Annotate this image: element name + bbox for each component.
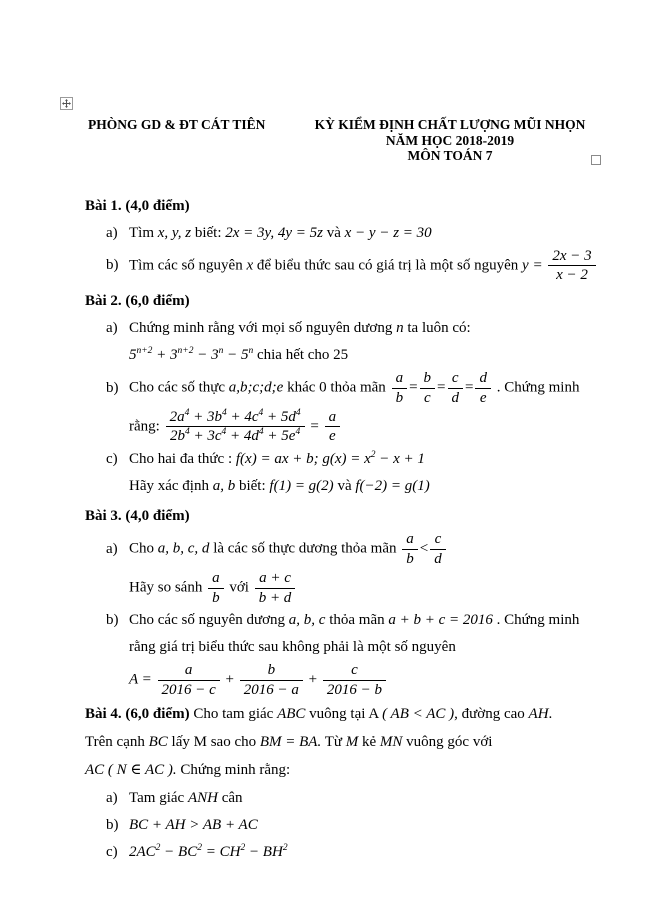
item-3b-line2: [85, 635, 642, 660]
fraction-denominator: x − 2: [556, 267, 588, 284]
subject-title: MÔN TOÁN 7: [407, 148, 493, 163]
fraction-denominator: b: [406, 551, 414, 568]
text-run: Cho các số thực: [129, 379, 229, 396]
text-run: Hãy so sánh: [129, 579, 207, 596]
math-base: + 4d: [226, 428, 259, 445]
math-base: + 3c: [189, 428, 222, 445]
text-run: cân: [217, 790, 243, 807]
item-2c-line2: [85, 474, 642, 499]
math-run: ANH: [187, 790, 218, 807]
math-run: BM = BA.: [259, 734, 322, 751]
text-run: Trên cạnh: [85, 734, 149, 751]
fraction-numerator: c: [448, 370, 464, 389]
math-exponent: 4: [185, 427, 190, 438]
math-exponent: 2: [197, 843, 202, 854]
text-run: Hãy xác định: [129, 478, 213, 495]
text-run: lấy M sao cho: [167, 734, 260, 751]
math-exponent: 4: [221, 407, 227, 418]
fraction-denominator: b: [395, 389, 404, 406]
item-2a: [85, 316, 642, 341]
equals-sign: =: [437, 379, 446, 396]
math-base: + 3: [152, 347, 178, 364]
section-4-paragraph-line3: [85, 758, 642, 783]
math-run: x, y, z: [157, 224, 192, 241]
math-run: a, b, c: [288, 612, 326, 629]
text-run: và: [333, 478, 356, 495]
item-label: c): [106, 844, 118, 861]
item-label: b): [106, 612, 119, 629]
math-run: a, b: [212, 478, 236, 495]
fraction: [238, 662, 305, 699]
math-base: − x + 1: [375, 451, 425, 468]
math-base: − BC: [160, 844, 198, 861]
math-run: 2x = 3y, 4y = 5z: [225, 224, 323, 241]
text-run: . Chứng minh: [492, 379, 580, 396]
text-run: chia hết cho 25: [253, 347, 349, 364]
document-header: [0, 0, 670, 164]
item-3b-formula: [85, 662, 642, 699]
math-base: + 5e: [263, 428, 296, 445]
section-1-heading: Bài 1. (4,0 điểm): [85, 197, 190, 214]
math-run: [236, 451, 425, 467]
item-label: b): [106, 257, 119, 274]
fraction-numerator: b: [240, 662, 303, 681]
math-run: y =: [522, 257, 547, 274]
math-run: f(−2) = g(1): [355, 478, 430, 495]
less-than-sign: <: [419, 541, 429, 558]
fraction-denominator: [166, 427, 305, 445]
math-base: = CH: [201, 844, 241, 861]
text-run: .: [548, 706, 553, 723]
text-run: ta luôn có:: [403, 320, 471, 337]
section-3-heading: Bài 3. (4,0 điểm): [85, 508, 190, 525]
fraction: [206, 570, 226, 607]
text-run: Tam giác: [129, 790, 188, 807]
text-run: Cho: [129, 541, 158, 558]
item-label: a): [106, 320, 118, 337]
math-exponent: n+2: [177, 346, 194, 357]
text-run: Tìm: [129, 224, 158, 241]
item-4c: [85, 840, 642, 865]
math-exponent: 2: [282, 843, 288, 854]
fraction: [390, 370, 410, 407]
math-run: a,b;c;d;e: [228, 379, 284, 396]
text-run: là các số thực dương thỏa mãn: [209, 541, 401, 558]
section-2-heading: Bài 2. (6,0 điểm): [85, 293, 190, 310]
math-exponent: 2: [370, 450, 376, 461]
item-label: b): [106, 817, 119, 834]
math-run: x − y − z = 30: [344, 224, 432, 241]
math-run: f(1) = g(2): [269, 478, 334, 495]
exam-body: [85, 194, 642, 866]
math-exponent: n: [218, 346, 224, 357]
fraction-denominator: b + d: [258, 589, 292, 606]
department-title: PHÒNG GD & ĐT CÁT TIÊN: [88, 117, 266, 132]
math-run: a + b + c = 2016: [388, 612, 493, 629]
school-year: NĂM HỌC 2018-2019: [385, 132, 515, 148]
math-run: [129, 347, 253, 363]
equals-sign: =: [310, 418, 319, 435]
math-base: − 3: [193, 347, 219, 364]
plus-sign: +: [225, 672, 235, 689]
item-4b: [85, 813, 642, 838]
item-3b: [85, 608, 642, 633]
four-arrow-move-glyph: [62, 99, 71, 108]
math-exponent: 4: [295, 407, 301, 418]
fraction: [473, 370, 493, 407]
math-run: [129, 844, 288, 860]
math-exponent: 4: [221, 427, 227, 438]
item-label: b): [106, 379, 119, 396]
item-label: a): [106, 541, 118, 558]
math-run: M: [345, 734, 359, 751]
fraction-numerator: a + c: [255, 570, 296, 589]
plus-sign: +: [308, 672, 318, 689]
math-base: 2AC: [129, 844, 156, 861]
text-run: Cho các số nguyên dương: [129, 612, 289, 629]
item-2a-formula: [85, 343, 642, 368]
math-exponent: 4: [258, 407, 264, 418]
text-run: kẻ: [358, 734, 380, 751]
math-run: A =: [129, 672, 156, 689]
section-4-paragraph-line1: [85, 702, 642, 727]
text-run: Chứng minh rằng:: [176, 762, 291, 779]
text-run: Tìm các số nguyên: [129, 257, 247, 274]
fraction-numerator: 2x − 3: [548, 248, 595, 267]
item-1a: [85, 221, 642, 246]
math-run: ABC: [277, 706, 306, 723]
text-run: rằng:: [129, 418, 164, 435]
fraction-numerator: a: [392, 370, 408, 389]
fraction: [446, 370, 466, 407]
math-exponent: 2: [155, 843, 161, 854]
fraction-denominator: d: [451, 389, 459, 406]
math-exponent: 4: [258, 427, 264, 438]
fraction: [546, 248, 597, 285]
math-run: BC + AH > AB + AC: [129, 817, 258, 834]
text-run: và: [322, 224, 345, 241]
fraction: [253, 570, 298, 607]
fraction-numerator: c: [430, 531, 446, 550]
fraction: [321, 662, 388, 699]
math-base: − BH: [245, 844, 283, 861]
square-anchor-icon[interactable]: [591, 155, 601, 165]
math-run: n: [396, 320, 404, 337]
math-base: 2b: [170, 428, 185, 445]
text-run: biết:: [191, 224, 226, 241]
equals-sign: =: [409, 379, 418, 396]
math-base: 5: [129, 347, 137, 364]
item-2b-formula: [85, 409, 642, 446]
math-exponent: 4: [295, 427, 301, 438]
fraction-numerator: c: [323, 662, 386, 681]
fraction-numerator: a: [208, 570, 224, 589]
fraction-denominator: e: [479, 389, 487, 406]
fraction-numerator: [166, 409, 305, 428]
math-exponent: 2: [240, 843, 246, 854]
fraction-numerator: a: [325, 409, 341, 428]
text-run: với: [225, 579, 253, 596]
text-run: rằng giá trị biểu thức sau không phải là một số nguyên: [129, 639, 456, 656]
fraction-denominator: b: [212, 589, 220, 606]
section-4-paragraph-line2: [85, 730, 642, 755]
text-run: , đường cao: [454, 706, 529, 723]
fraction: [156, 662, 222, 699]
text-run: Cho hai đa thức :: [129, 451, 236, 468]
fraction: [323, 409, 343, 446]
exam-title: KỲ KIỂM ĐỊNH CHẤT LƯỢNG MŨI NHỌN: [314, 117, 586, 132]
fraction-denominator: c: [423, 389, 431, 406]
math-run: x: [246, 257, 254, 274]
math-base: − 5: [223, 347, 249, 364]
text-run: Cho tam giác: [189, 706, 278, 723]
math-run: ( AB < AC ): [382, 706, 455, 723]
fraction-denominator: d: [434, 551, 442, 568]
math-run: MN: [379, 734, 403, 751]
math-run: AC ( N ∈ AC ).: [85, 762, 177, 779]
math-base: + 4c: [226, 408, 259, 425]
item-1b: [85, 248, 642, 285]
item-label: a): [106, 790, 118, 807]
item-label: a): [106, 224, 118, 241]
math-base: + 5d: [263, 408, 296, 425]
fraction-denominator: 2016 − a: [243, 682, 299, 699]
fraction-numerator: d: [475, 370, 491, 389]
math-run: AH: [528, 706, 549, 723]
text-run: để biểu thức sau có giá trị là một số nguyên: [253, 257, 523, 274]
fraction: [400, 531, 420, 568]
math-base: 2a: [169, 408, 185, 425]
fraction-numerator: a: [402, 531, 418, 550]
item-2c: [85, 447, 642, 472]
equals-sign: =: [465, 379, 474, 396]
fraction: [418, 370, 438, 407]
math-run: a, b, c, d: [157, 541, 210, 558]
math-run: BC: [148, 734, 168, 751]
math-base: f(x) = ax + b; g(x) = x: [235, 451, 371, 468]
fraction-numerator: a: [158, 662, 220, 681]
math-base: + 3b: [189, 408, 222, 425]
fraction: [164, 409, 307, 446]
item-label: c): [106, 451, 118, 468]
text-run: Từ: [321, 734, 346, 751]
section-4-heading: Bài 4. (6,0 điểm): [85, 706, 190, 723]
fraction-numerator: b: [420, 370, 436, 389]
fraction-denominator: 2016 − b: [326, 682, 382, 699]
fraction-denominator: e: [328, 428, 336, 445]
math-exponent: n: [248, 346, 254, 357]
text-run: thỏa mãn: [325, 612, 389, 629]
math-exponent: 4: [184, 407, 190, 418]
text-run: khác 0 thỏa mãn: [283, 379, 390, 396]
item-3a: [85, 531, 642, 568]
move-handle-icon[interactable]: [60, 97, 73, 110]
item-3a-line2: [85, 570, 642, 607]
text-run: Chứng minh rằng với mọi số nguyên dương: [129, 320, 397, 337]
fraction: [428, 531, 448, 568]
item-2b: [85, 370, 642, 407]
math-exponent: n+2: [136, 346, 153, 357]
item-4a: [85, 786, 642, 811]
text-run: vuông góc với: [402, 734, 493, 751]
text-run: vuông tại A: [305, 706, 383, 723]
text-run: . Chứng minh: [492, 612, 580, 629]
fraction-denominator: 2016 − c: [161, 682, 216, 699]
exam-title-block: [300, 117, 600, 164]
text-run: biết:: [235, 478, 270, 495]
